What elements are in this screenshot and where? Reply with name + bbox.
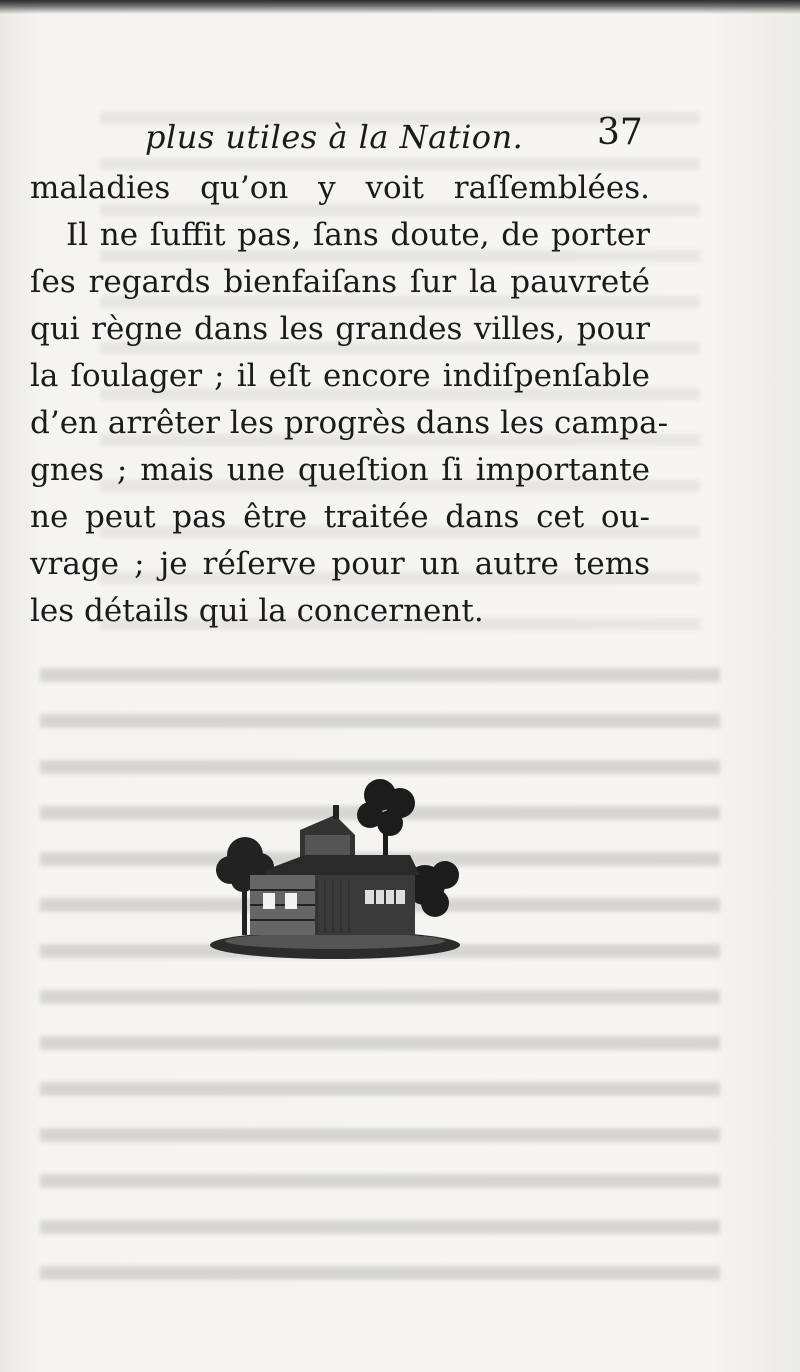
text-line: gnes ; mais une queſtion ſi importante [30,452,650,488]
text-line: Il ne ſuffit pas, ſans doute, de porter [66,217,650,253]
text-line: qui règne dans les grandes villes, pour [30,311,650,347]
text-line: maladies qu’on y voit raſſemblées. [30,170,650,206]
page-number: 37 [597,112,643,153]
page-top-edge [0,0,800,14]
text-line: ne peut pas être traitée dans cet ou- [30,499,650,535]
running-head: plus utiles à la Nation. [145,118,524,156]
text-line: la ſoulager ; il eſt encore indiſpenſable [30,358,650,394]
body-text [30,165,669,635]
text-line: vrage ; je réſerve pour un autre tems [30,546,650,582]
house-vignette-icon [205,775,475,970]
text-line: d’en arrêter les progrès dans les campa- [30,405,669,441]
text-line: ſes regards bienfaiſans ſur la pauvreté [30,264,650,300]
text-line: les détails qui la concernent. [30,593,484,629]
